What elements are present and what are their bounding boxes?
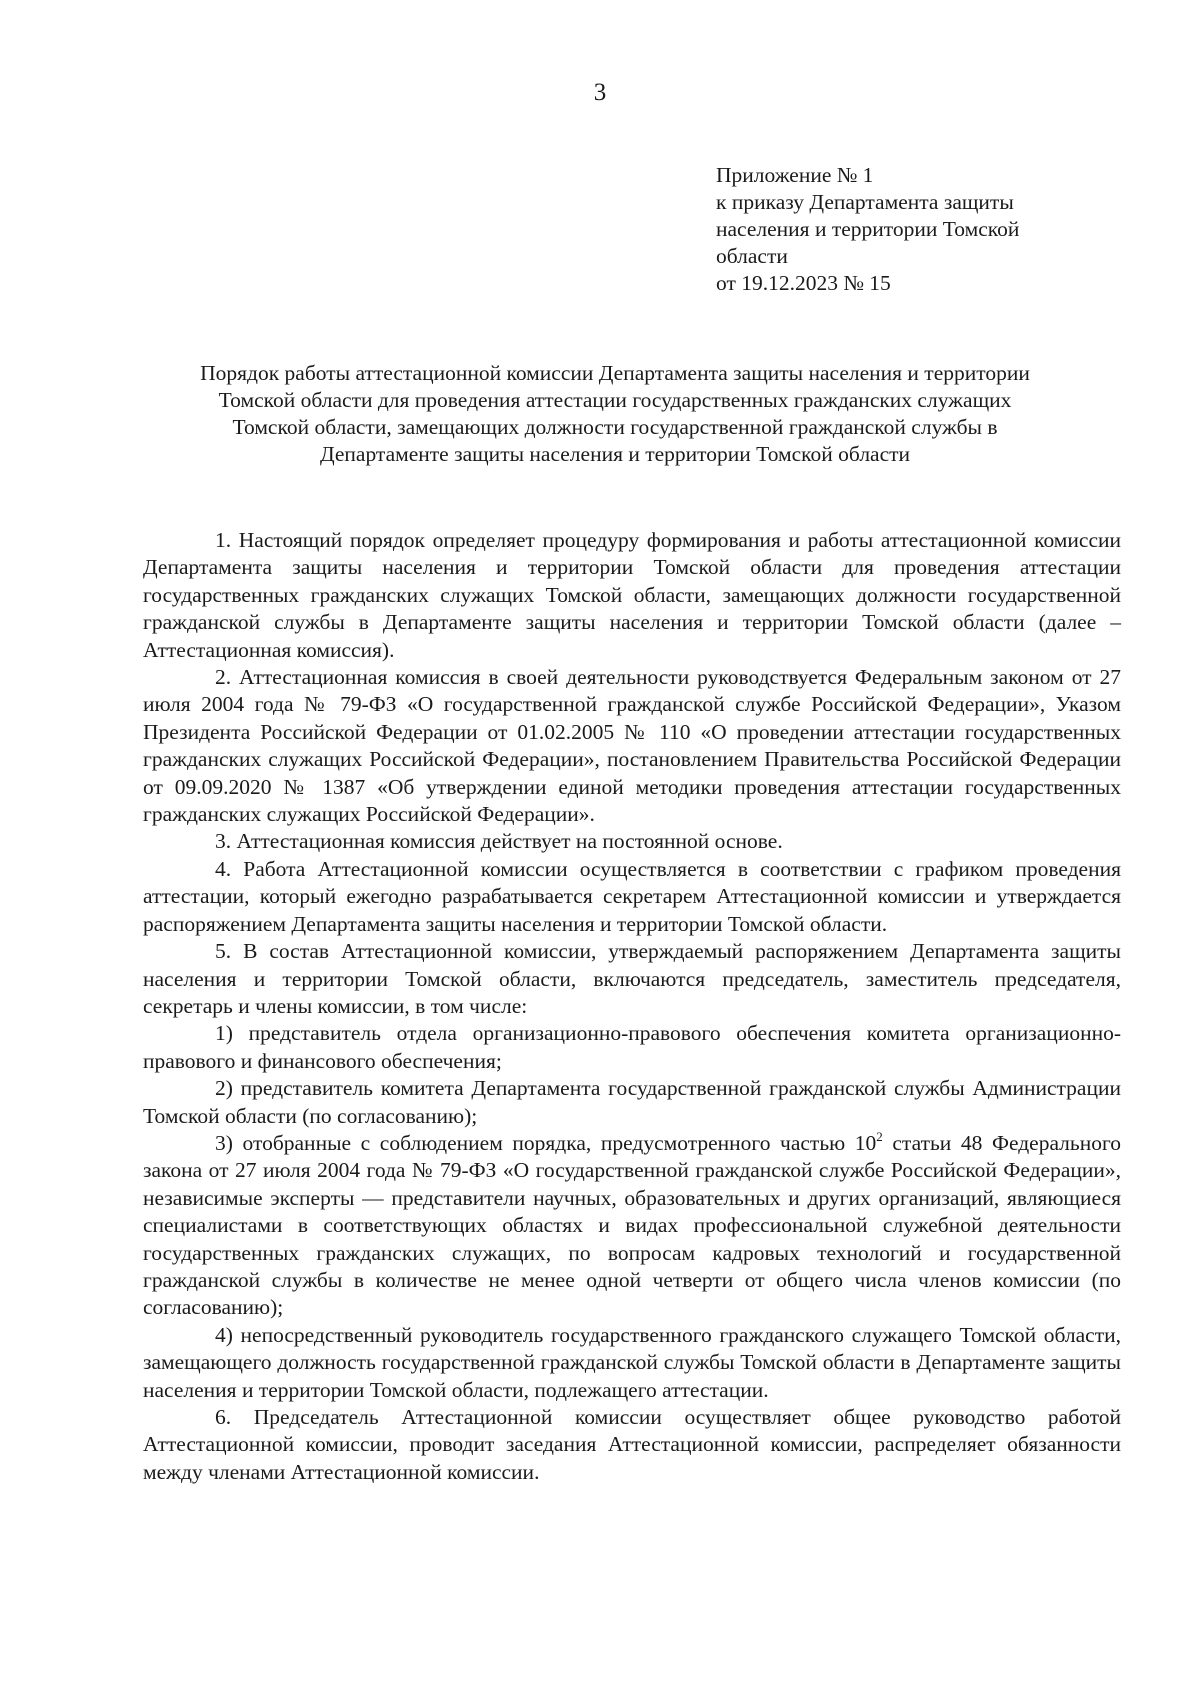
appendix-line: от 19.12.2023 № 15 xyxy=(716,271,891,295)
paragraph-5: 5. В состав Аттестационной комиссии, утверждаемый распоряжением Департамента защиты населения и территории Томской области, включаются председатель, заместитель председателя, секретарь и члены комиссии, в том числе: xyxy=(143,939,1121,1018)
paragraph-5-item-3 xyxy=(143,1130,1121,1322)
appendix-block xyxy=(716,162,1136,297)
title-line: Департаменте защиты населения и территории Томской области xyxy=(319,442,911,466)
appendix-line: Приложение № 1 xyxy=(716,163,874,187)
paragraph-5-item-2: 2) представитель комитета Департамента государственной гражданской службы Администрации Томской области (по согласованию); xyxy=(143,1076,1121,1128)
paragraph-4: 4. Работа Аттестационной комиссии осуществляется в соответствии с графиком проведения аттестации, который ежегодно разрабатывается секретарем Аттестационной комиссии и утверждается распоряжением Департамента защиты населения и территории Томской области. xyxy=(143,856,1121,936)
paragraph-5-item-1: 1) представитель отдела организационно-правового обеспечения комитета организационно-правового и финансового обеспечения; xyxy=(143,1021,1121,1073)
superscript: 2 xyxy=(876,1128,883,1144)
item-3-text-end: статьи 48 Федерального закона от 27 июля 2004 года № 79-ФЗ «О государственной гражданской службе Российской Федерации», независимые эксперты — представители научных, образовательных и других организаций, являющиеся специалистами в соответствующих областях и видах профессиональной служебной деятельности государственных гражданских служащих, по вопросам кадровых технологий и государственной гражданской службы в количестве не менее одной четверти от общего числа членов комиссии (по согласованию); xyxy=(143,1130,1121,1320)
appendix-line: населения и территории Томской xyxy=(716,217,1020,241)
title-line: Томской области, замещающих должности государственной гражданской службы в xyxy=(232,415,998,439)
document-title xyxy=(130,360,1100,468)
title-line: Томской области для проведения аттестации государственных гражданских служащих xyxy=(218,388,1012,412)
paragraph-2: 2. Аттестационная комиссия в своей деятельности руководствуется Федеральным законом от 27 июля 2004 года № 79-ФЗ «О государственной гражданской службе Российской Федерации», Указом Президента Российской Федерации от 01.02.2005 № 110 «О проведении аттестации государственных гражданских служащих Российской Федерации», постановлением Правительства Российской Федерации от 09.09.2020 № 1387 «Об утверждении единой методики проведения аттестации государственных гражданских служащих Российской Федерации». xyxy=(143,665,1121,827)
paragraph-1: 1. Настоящий порядок определяет процедуру формирования и работы аттестационной комиссии Департамента защиты населения и территории Томской области для проведения аттестации государственных гражданских служащих Томской области, замещающих должности государственной гражданской службы в Департаменте защиты населения и территории Томской области (далее – Аттестационная комиссия). xyxy=(143,528,1121,662)
paragraph-3: 3. Аттестационная комиссия действует на постоянной основе. xyxy=(215,829,783,854)
document-body xyxy=(143,527,1121,1486)
item-3-text-start: 3) отобранные с соблюдением порядка, предусмотренного частью 10 xyxy=(215,1130,877,1155)
page-number: 3 xyxy=(593,79,607,106)
paragraph-6: 6. Председатель Аттестационной комиссии осуществляет общее руководство работой Аттестационной комиссии, проводит заседания Аттестационной комиссии, распределяет обязанности между членами Аттестационной комиссии. xyxy=(143,1405,1121,1484)
appendix-line: области xyxy=(716,244,788,268)
title-line: Порядок работы аттестационной комиссии Департамента защиты населения и территории xyxy=(200,361,1030,385)
appendix-line: к приказу Департамента защиты xyxy=(716,190,1014,214)
paragraph-5-item-4: 4) непосредственный руководитель государственного гражданского служащего Томской области, замещающего должность государственной гражданской службы Томской области в Департаменте защиты населения и территории Томской области, подлежащего аттестации. xyxy=(143,1322,1121,1402)
